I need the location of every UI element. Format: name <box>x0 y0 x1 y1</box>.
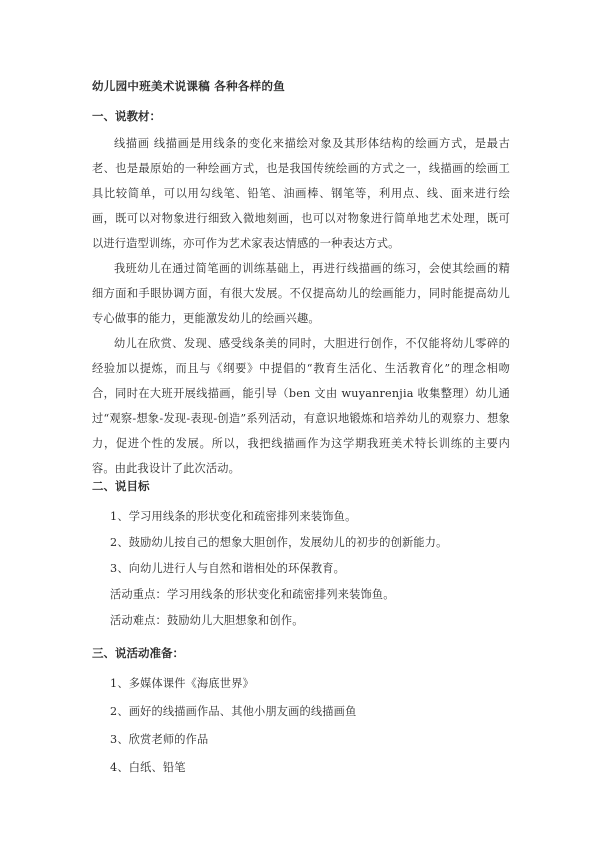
preparation-item-2: 2、画好的线描画作品、其他小朋友画的线描画鱼 <box>110 705 357 718</box>
preparation-item-3: 3、欣赏老师的作品 <box>110 733 209 746</box>
section-heading-textbook: 一、说教材： <box>92 109 161 123</box>
preparation-item-1: 1、多媒体课件《海底世界》 <box>110 677 254 690</box>
goal-item-3: 3、向幼儿进行人与自然和谐相处的环保教育。 <box>110 562 346 575</box>
document-title: 幼儿园中班美术说课稿 各种各样的鱼 <box>92 79 286 93</box>
paragraph-textbook-1: 线描画 线描画是用线条的变化来描绘对象及其形体结构的绘画方式，是最古老、也是最原始的一种绘画方式，也是我国传统绘画的方式之一，线描画的绘画工具比较简单，可以用勾线笔、铅笔、油画棒、钢笔等，利用点、线、面来进行绘画，既可以对物象进行细致入微地刻画，也可以对物象进行简单地艺术处理，既可以进行造型训练，亦可作为艺术家表达情感的一种表达方式。 <box>92 137 510 250</box>
preparation-item-4: 4、白纸、铅笔 <box>110 761 186 774</box>
paragraph-textbook-3: 幼儿在欣赏、发现、感受线条美的同时，大胆进行创作，不仅能将幼儿零碎的经验加以提炼，而且与《纲要》中提倡的“教育生活化、生活教育化”的理念相吻合，同时在大班开展线描画，能引导（ben 文由 wuyanrenjia 收集整理）幼儿通过“观察-想象-发现-表现-创造”系列活动，有意识地锻炼和培养幼儿的观察力、想象力，促进个性的发展。所以，我把线描画作为这学期我班美术特长训练的主要内容。由此我设计了此次活动。 <box>92 337 510 475</box>
goal-key-point: 活动重点：学习用线条的形状变化和疏密排列来装饰鱼。 <box>110 588 395 601</box>
goal-item-1: 1、学习用线条的形状变化和疏密排列来装饰鱼。 <box>110 510 357 523</box>
goal-item-2: 2、鼓励幼儿按自己的想象大胆创作，发展幼儿的初步的创新能力。 <box>110 536 448 549</box>
section-heading-goals: 二、说目标 <box>92 479 150 493</box>
section-heading-preparation: 三、说活动准备： <box>92 646 184 660</box>
paragraph-textbook-2: 我班幼儿在通过简笔画的训练基础上，再进行线描画的练习，会使其绘画的精细方面和手眼协调方面，有很大发展。不仅提高幼儿的绘画能力，同时能提高幼儿专心做事的能力，更能激发幼儿的绘画兴趣。 <box>92 262 510 325</box>
goal-difficult-point: 活动难点：鼓励幼儿大胆想象和创作。 <box>110 614 304 627</box>
